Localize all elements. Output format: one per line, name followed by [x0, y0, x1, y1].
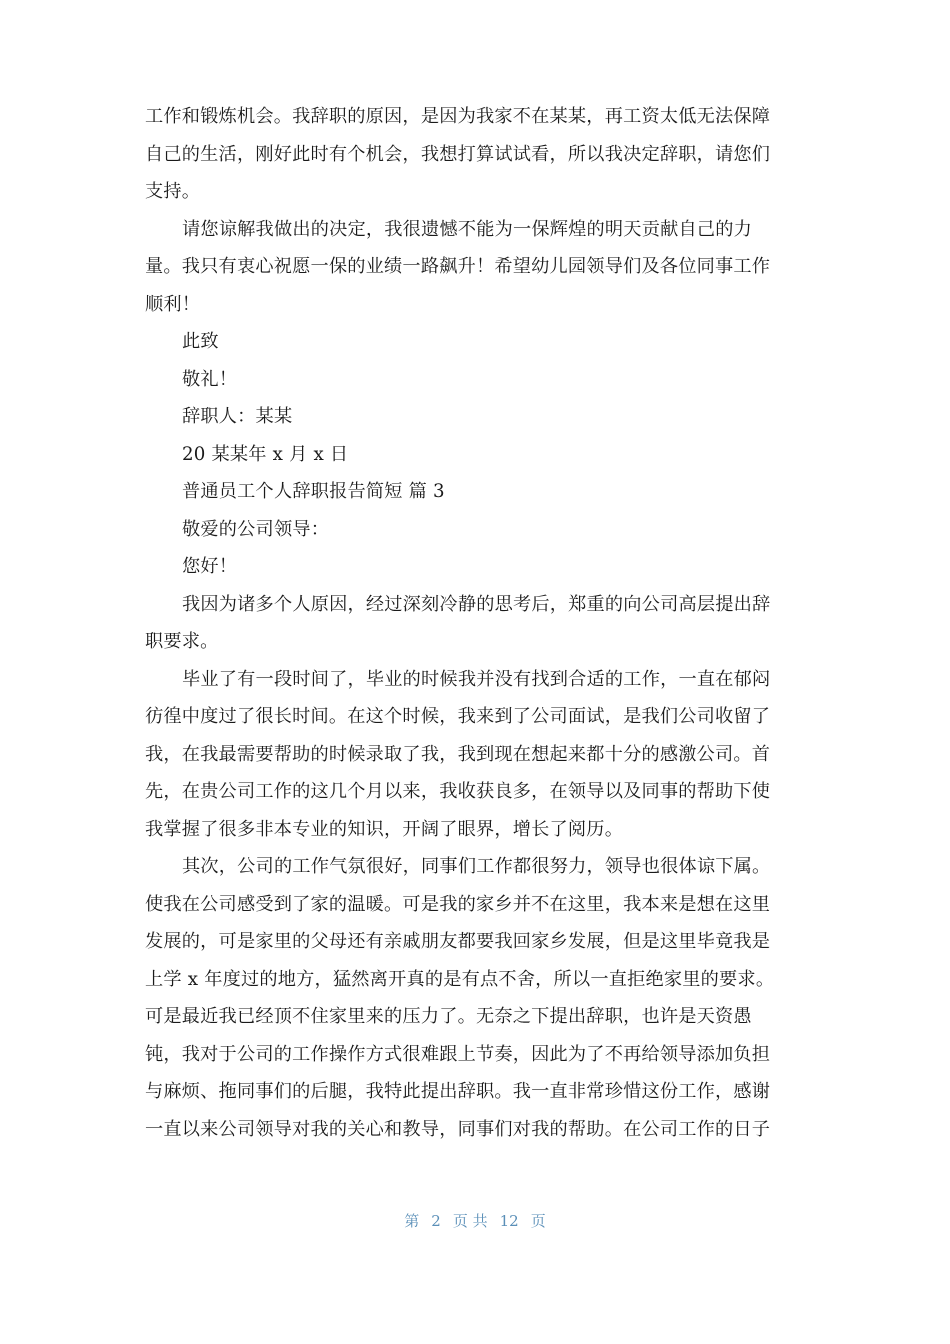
- text-line: 先，在贵公司工作的这几个月以来，我收获良多，在领导以及同事的帮助下使: [145, 781, 771, 802]
- text-line: 与麻烦、拖同事们的后腿，我特此提出辞职。我一直非常珍惜这份工作，感谢: [145, 1081, 771, 1102]
- text-line: 上学 x 年度过的地方，猛然离开真的是有点不舍，所以一直拒绝家里的要求。: [145, 968, 775, 990]
- footer-total-pages: 12: [499, 1212, 519, 1230]
- text-line: 发展的，可是家里的父母还有亲戚朋友都要我回家乡发展，但是这里毕竟我是: [145, 931, 771, 952]
- footer-suffix: 页: [530, 1212, 546, 1230]
- text-line: 可是最近我已经顶不住家里来的压力了。无奈之下提出辞职，也许是天资愚: [145, 1006, 752, 1027]
- footer-current-page: 2: [431, 1212, 441, 1230]
- text-line: 职要求。: [145, 631, 219, 652]
- text-line: 工作和锻炼机会。我辞职的原因，是因为我家不在某某，再工资太低无法保障: [145, 106, 771, 127]
- text-line: 一直以来公司领导对我的关心和教导，同事们对我的帮助。在公司工作的日子: [145, 1118, 771, 1140]
- text-line: 支持。: [145, 181, 201, 202]
- text-line: 毕业了有一段时间了，毕业的时候我并没有找到合适的工作，一直在郁闷: [182, 668, 771, 690]
- text-line: 钝，我对于公司的工作操作方式很难跟上节奏，因此为了不再给领导添加负担: [145, 1043, 771, 1065]
- text-line: 20 某某年 x 月 x 日: [182, 443, 349, 465]
- text-line: 自己的生活，刚好此时有个机会，我想打算试试看，所以我决定辞职，请您们: [145, 143, 771, 165]
- page-footer: [0, 1210, 950, 1231]
- document-body: [145, 98, 797, 1148]
- footer-middle: 页 共: [452, 1212, 488, 1230]
- text-line: 此致: [182, 331, 219, 352]
- text-line: 辞职人：某某: [182, 406, 293, 427]
- text-line: 敬爱的公司领导：: [182, 518, 330, 540]
- text-line: 敬礼！: [182, 368, 238, 390]
- text-line: 我因为诸多个人原因，经过深刻冷静的思考后，郑重的向公司高层提出辞: [182, 593, 771, 615]
- text-line: 我掌握了很多非本专业的知识，开阔了眼界，增长了阅历。: [145, 818, 624, 840]
- text-line: 普通员工个人辞职报告简短 篇 3: [182, 481, 445, 502]
- text-line: 我，在我最需要帮助的时候录取了我，我到现在想起来都十分的感激公司。首: [145, 743, 771, 765]
- text-line: 使我在公司感受到了家的温暖。可是我的家乡并不在这里，我本来是想在这里: [145, 893, 771, 915]
- text-line: 您好！: [182, 556, 238, 577]
- text-line: 请您谅解我做出的决定，我很遗憾不能为一保辉煌的明天贡献自己的力: [182, 218, 753, 240]
- text-line: 其次，公司的工作气氛很好，同事们工作都很努力，领导也很体谅下属。: [182, 856, 771, 877]
- footer-prefix: 第: [404, 1212, 420, 1230]
- text-line: 量。我只有衷心祝愿一保的业绩一路飙升！希望幼儿园领导们及各位同事工作: [145, 256, 771, 277]
- text-line: 顺利！: [145, 293, 201, 315]
- text-line: 彷徨中度过了很长时间。在这个时候，我来到了公司面试，是我们公司收留了: [145, 706, 771, 727]
